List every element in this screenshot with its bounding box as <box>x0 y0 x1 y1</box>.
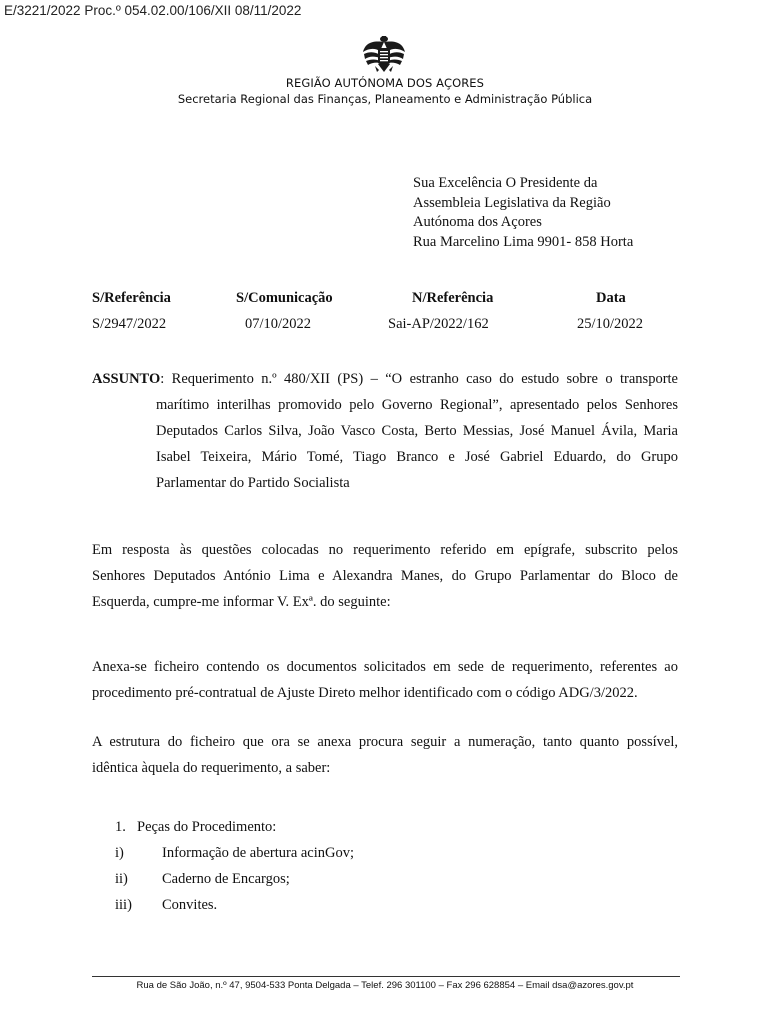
paragraph-line: idêntica àquela do requerimento, a saber: <box>92 760 331 776</box>
department-subtitle: Secretaria Regional das Finanças, Planeamento e Administração Pública <box>177 92 593 106</box>
addressee-line: Autónoma dos Açores <box>413 214 542 230</box>
addressee-line: Rua Marcelino Lima 9901- 858 Horta <box>413 233 634 250</box>
addressee-line: Sua Excelência O Presidente da <box>413 175 598 191</box>
list-item-marker: iii) <box>115 897 132 913</box>
paragraph-line: procedimento pré-contratual de Ajuste Direto melhor identificado com o código ADG/3/2022. <box>92 685 638 701</box>
footer-divider <box>92 976 680 977</box>
list-item: Caderno de Encargos; <box>162 871 290 887</box>
ref-header-our-reference: N/Referência <box>412 290 494 306</box>
addressee-block <box>413 174 633 252</box>
subject-block <box>92 366 678 496</box>
list-item-marker: ii) <box>115 871 128 887</box>
ref-value-your-communication: 07/10/2022 <box>245 316 312 332</box>
paragraph-line: Anexa-se ficheiro contendo os documentos solicitados em sede de requerimento, referentes ao <box>92 659 678 675</box>
region-title: REGIÃO AUTÓNOMA DOS AÇORES <box>285 76 485 90</box>
subject-first-line <box>92 366 678 392</box>
list-heading-text: Peças do Procedimento: <box>137 819 277 835</box>
ref-header-date: Data <box>596 290 626 306</box>
registry-stamp: E/3221/2022 Proc.º 054.02.00/106/XII 08/11/2022 <box>4 3 302 18</box>
addressee-line: Assembleia Legislativa da Região <box>413 194 611 211</box>
ref-value-your-reference: S/2947/2022 <box>92 316 167 332</box>
reference-table <box>0 290 770 340</box>
list-item-marker: i) <box>115 845 124 861</box>
paragraph-line: Em resposta às questões colocadas no requerimento referido em epígrafe, subscrito pelos <box>92 542 678 558</box>
subject-text: : Requerimento n.º 480/XII (PS) – “O estranho caso do estudo sobre o transporte <box>160 371 678 387</box>
subject-line: Parlamentar do Partido Socialista <box>156 475 350 491</box>
paragraph-line: Esquerda, cumpre-me informar V. Exª. do seguinte: <box>92 594 391 610</box>
list-item: Convites. <box>162 897 218 913</box>
subject-line: Isabel Teixeira, Mário Tomé, Tiago Branco e José Gabriel Eduardo, do Grupo <box>156 449 678 465</box>
footer-contact: Rua de São João, n.º 47, 9504-533 Ponta Delgada – Telef. 296 301100 – Fax 296 628854 – Email dsa@azores.gov.pt <box>136 980 634 991</box>
ref-value-date: 25/10/2022 <box>577 316 644 332</box>
list-item: Informação de abertura acinGov; <box>162 845 355 861</box>
subject-line: marítimo interilhas promovido pelo Governo Regional”, apresentado pelos Senhores <box>156 397 678 413</box>
list-heading-marker: 1. <box>115 819 126 835</box>
ref-value-our-reference: Sai-AP/2022/162 <box>388 316 489 332</box>
body-paragraph-1 <box>92 537 678 615</box>
paragraph-line: A estrutura do ficheiro que ora se anexa procura seguir a numeração, tanto quanto possível, <box>92 734 678 750</box>
subject-label: ASSUNTO <box>92 371 161 387</box>
ref-header-your-reference: S/Referência <box>92 290 171 306</box>
azores-coat-of-arms-icon <box>361 34 407 74</box>
ref-header-your-communication: S/Comunicação <box>236 290 333 306</box>
paragraph-line: Senhores Deputados António Lima e Alexandra Manes, do Grupo Parlamentar do Bloco de <box>92 568 678 584</box>
body-paragraph-2 <box>92 654 678 706</box>
subject-line: Deputados Carlos Silva, João Vasco Costa, Berto Messias, José Manuel Ávila, Maria <box>156 423 678 439</box>
body-paragraph-3 <box>92 729 678 781</box>
